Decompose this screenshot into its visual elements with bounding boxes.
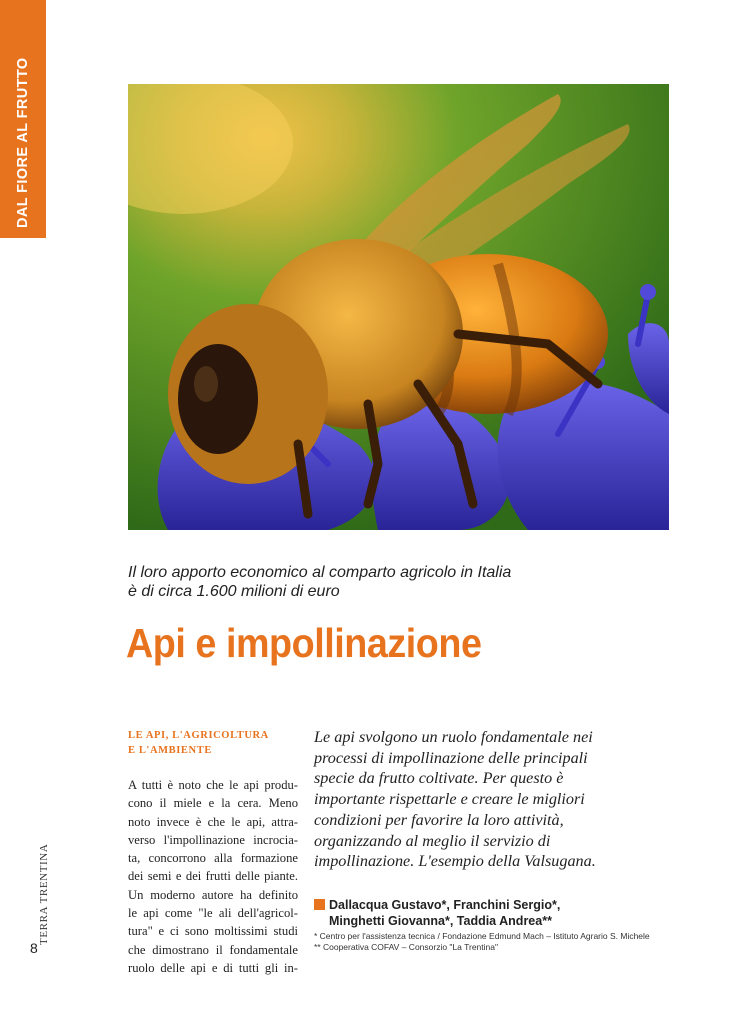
body-line: tura" e ci sono moltissimi studi (128, 924, 298, 939)
authors (314, 897, 654, 929)
affiliation-1: * Centro per l'assistenza tecnica / Fondazione Edmund Mach – Istituto Agrario S. Michele (314, 931, 650, 941)
body-line: che dimostrano il fondamentale (128, 942, 298, 957)
authors-line-2: Minghetti Giovanna*, Taddia Andrea** (329, 914, 552, 928)
body-line: dei semi e dei frutti delle piante. (128, 869, 298, 884)
affiliation-2: ** Cooperativa COFAV – Consorzio "La Trentina" (314, 942, 498, 952)
authors-line-1: Dallacqua Gustavo*, Franchini Sergio*, (329, 898, 561, 912)
subtitle-line: è di circa 1.600 milioni di euro (128, 583, 340, 600)
lead-line: condizioni per favorire la loro attività, (314, 810, 564, 829)
body-column (128, 776, 298, 977)
page-number: 8 (30, 940, 38, 956)
body-line: Un moderno autore ha definito (128, 887, 298, 902)
lead-line: importante rispettarle e creare le migliori (314, 790, 585, 809)
section-heading-line: LE API, L'AGRICOLTURA (128, 730, 269, 741)
body-line: A tutti è noto che le api produ- (128, 778, 298, 792)
affiliations (314, 931, 674, 953)
bee-illustration (128, 84, 669, 530)
subtitle (128, 563, 648, 601)
section-tab-label: DAL FIORE AL FRUTTO (15, 57, 31, 228)
lead-line: specie da frutto coltivate. Per questo è (314, 769, 564, 788)
author-marker-square (314, 899, 325, 910)
section-heading (128, 728, 308, 758)
body-line: ta, concorrono alla formazione (128, 851, 298, 866)
magazine-name: TERRA TRENTINA (38, 843, 50, 945)
lead-paragraph (314, 727, 654, 872)
section-tab (0, 0, 46, 238)
body-line: verso l'impollinazione incrocia- (128, 832, 298, 847)
body-line: le api come "le ali dell'agricol- (128, 906, 298, 921)
headline: Api e impollinazione (126, 620, 482, 666)
section-heading-line: E L'AMBIENTE (128, 745, 212, 756)
lead-line: impollinazione. L'esempio della Valsugana. (314, 852, 596, 871)
subtitle-line: Il loro apporto economico al comparto agricolo in Italia (128, 564, 512, 581)
body-line: cono il miele e la cera. Meno (128, 796, 298, 811)
body-line: ruolo delle api e di tutti gli in- (128, 960, 298, 975)
bee-on-flower-photo (128, 84, 669, 530)
lead-line: Le api svolgono un ruolo fondamentale nei (314, 728, 593, 746)
lead-line: processi di impollinazione delle principali (314, 748, 588, 767)
body-line: noto invece è che le api, attra- (128, 814, 298, 829)
lead-line: organizzando al meglio il servizio di (314, 831, 551, 850)
